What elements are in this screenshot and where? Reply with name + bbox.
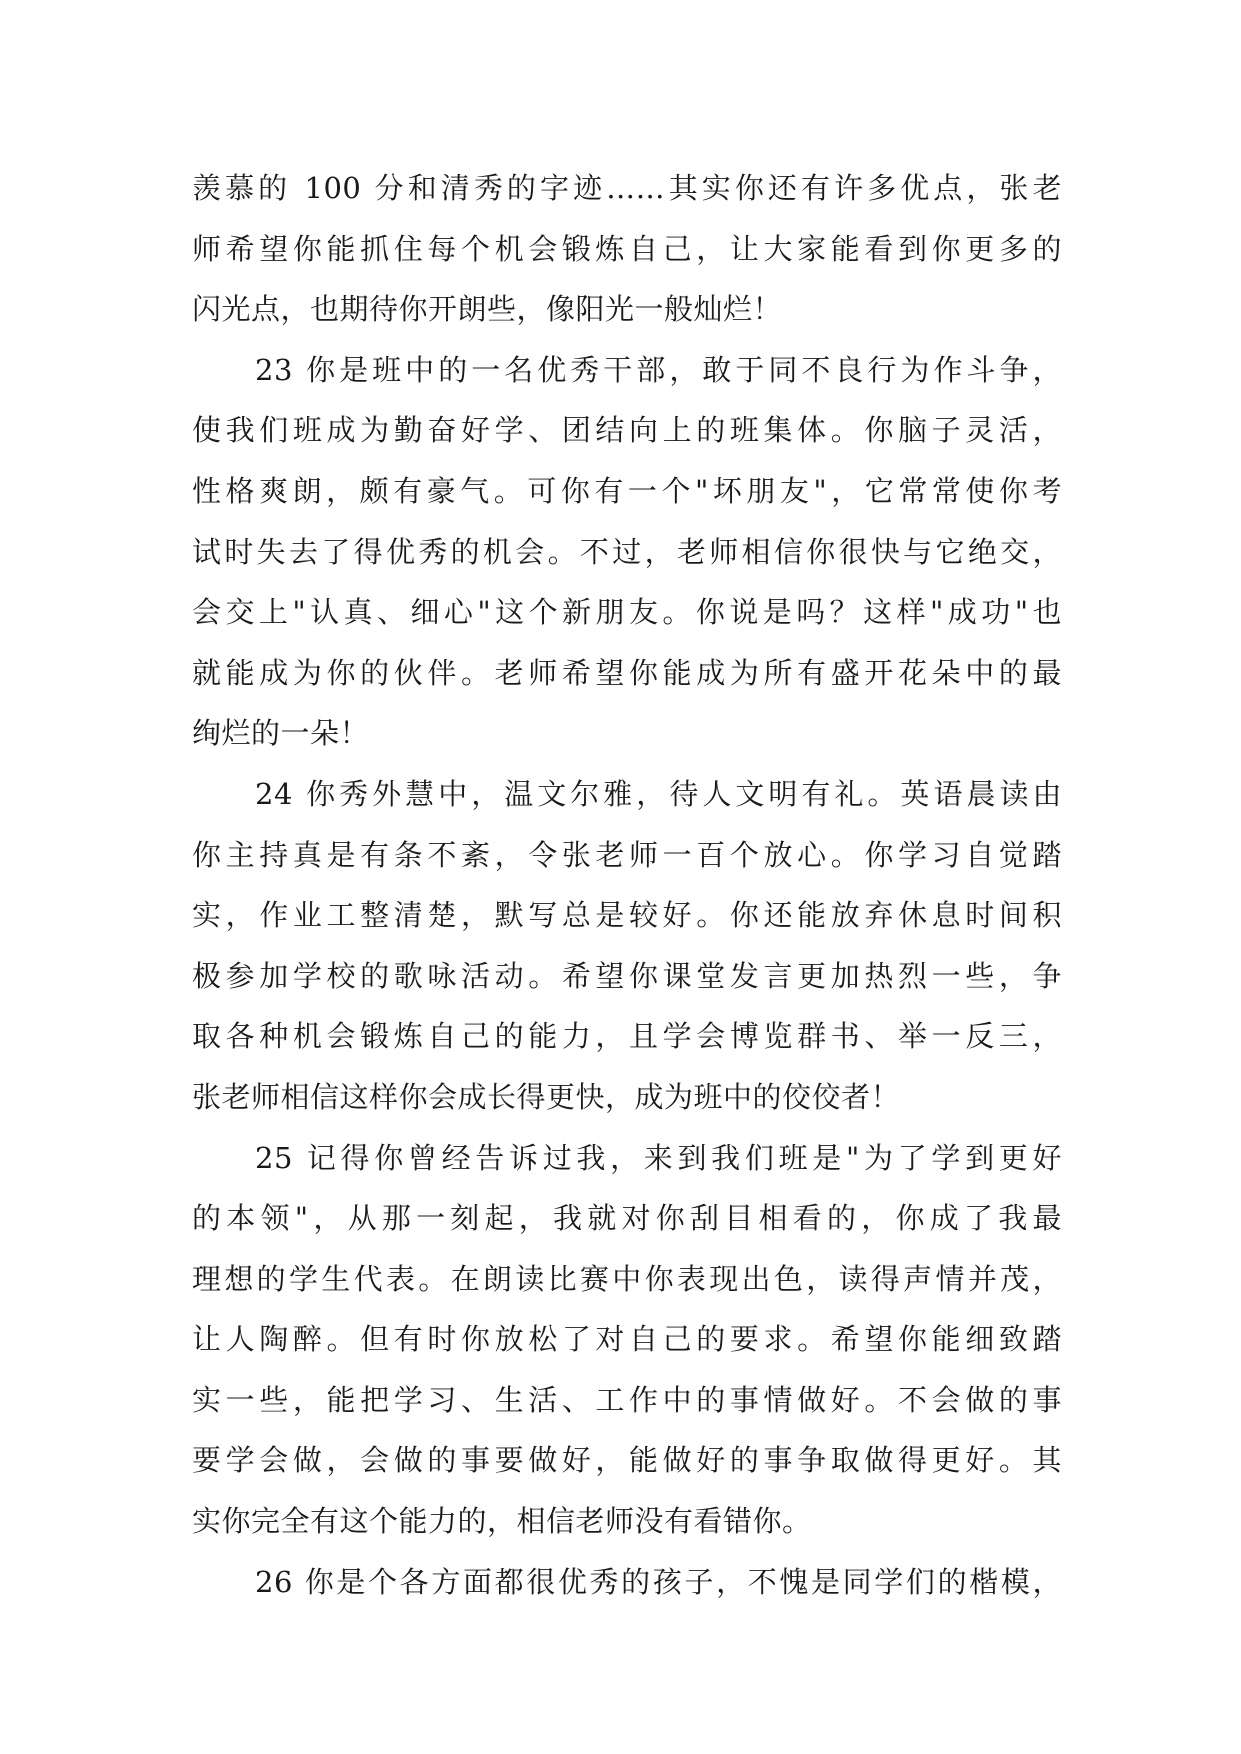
text-line: 要学会做，会做的事要做好，能做好的事争取做得更好。其 [192,1443,1062,1478]
text-line: 会交上"认真、细心"这个新朋友。你说是吗？这样"成功"也 [192,595,1062,630]
text-line: 闪光点，也期待你开朗些，像阳光一般灿烂！ [192,292,783,327]
text-line: 25 记得你曾经告诉过我，来到我们班是"为了学到更好 [255,1140,1062,1175]
text-line: 张老师相信这样你会成长得更快，成为班中的佼佼者！ [192,1079,901,1114]
text-line: 的本领"，从那一刻起，我就对你刮目相看的，你成了我最 [192,1201,1062,1236]
text-line: 实，作业工整清楚，默写总是较好。你还能放弃休息时间积 [192,898,1062,933]
text-line: 羡慕的 100 分和清秀的字迹……其实你还有许多优点，张老 [192,171,1062,205]
text-line: 实你完全有这个能力的，相信老师没有看错你。 [192,1504,812,1539]
text-line: 性格爽朗，颇有豪气。可你有一个"坏朋友"，它常常使你考 [192,473,1062,508]
text-line: 实一些，能把学习、生活、工作中的事情做好。不会做的事 [192,1382,1062,1417]
document-page [192,158,1062,1612]
text-line: 让人陶醉。但有时你放松了对自己的要求。希望你能细致踏 [192,1322,1062,1357]
text-line: 23 你是班中的一名优秀干部，敢于同不良行为作斗争， [255,352,1062,387]
text-line: 试时失去了得优秀的机会。不过，老师相信你很快与它绝交， [192,534,1062,569]
text-line: 师希望你能抓住每个机会锻炼自己，让大家能看到你更多的 [192,231,1062,266]
text-line: 取各种机会锻炼自己的能力，且学会博览群书、举一反三， [192,1019,1062,1054]
text-line: 你主持真是有条不紊，令张老师一百个放心。你学习自觉踏 [192,837,1062,872]
text-line: 理想的学生代表。在朗读比赛中你表现出色，读得声情并茂， [192,1261,1062,1296]
text-line: 就能成为你的伙伴。老师希望你能成为所有盛开花朵中的最 [192,655,1062,690]
text-line: 极参加学校的歌咏活动。希望你课堂发言更加热烈一些，争 [192,958,1062,993]
text-line: 26 你是个各方面都很优秀的孩子，不愧是同学们的楷模， [255,1564,1062,1599]
text-line: 24 你秀外慧中，温文尔雅，待人文明有礼。英语晨读由 [255,776,1062,811]
text-line: 使我们班成为勤奋好学、团结向上的班集体。你脑子灵活， [192,413,1062,448]
text-line: 绚烂的一朵！ [192,716,370,751]
